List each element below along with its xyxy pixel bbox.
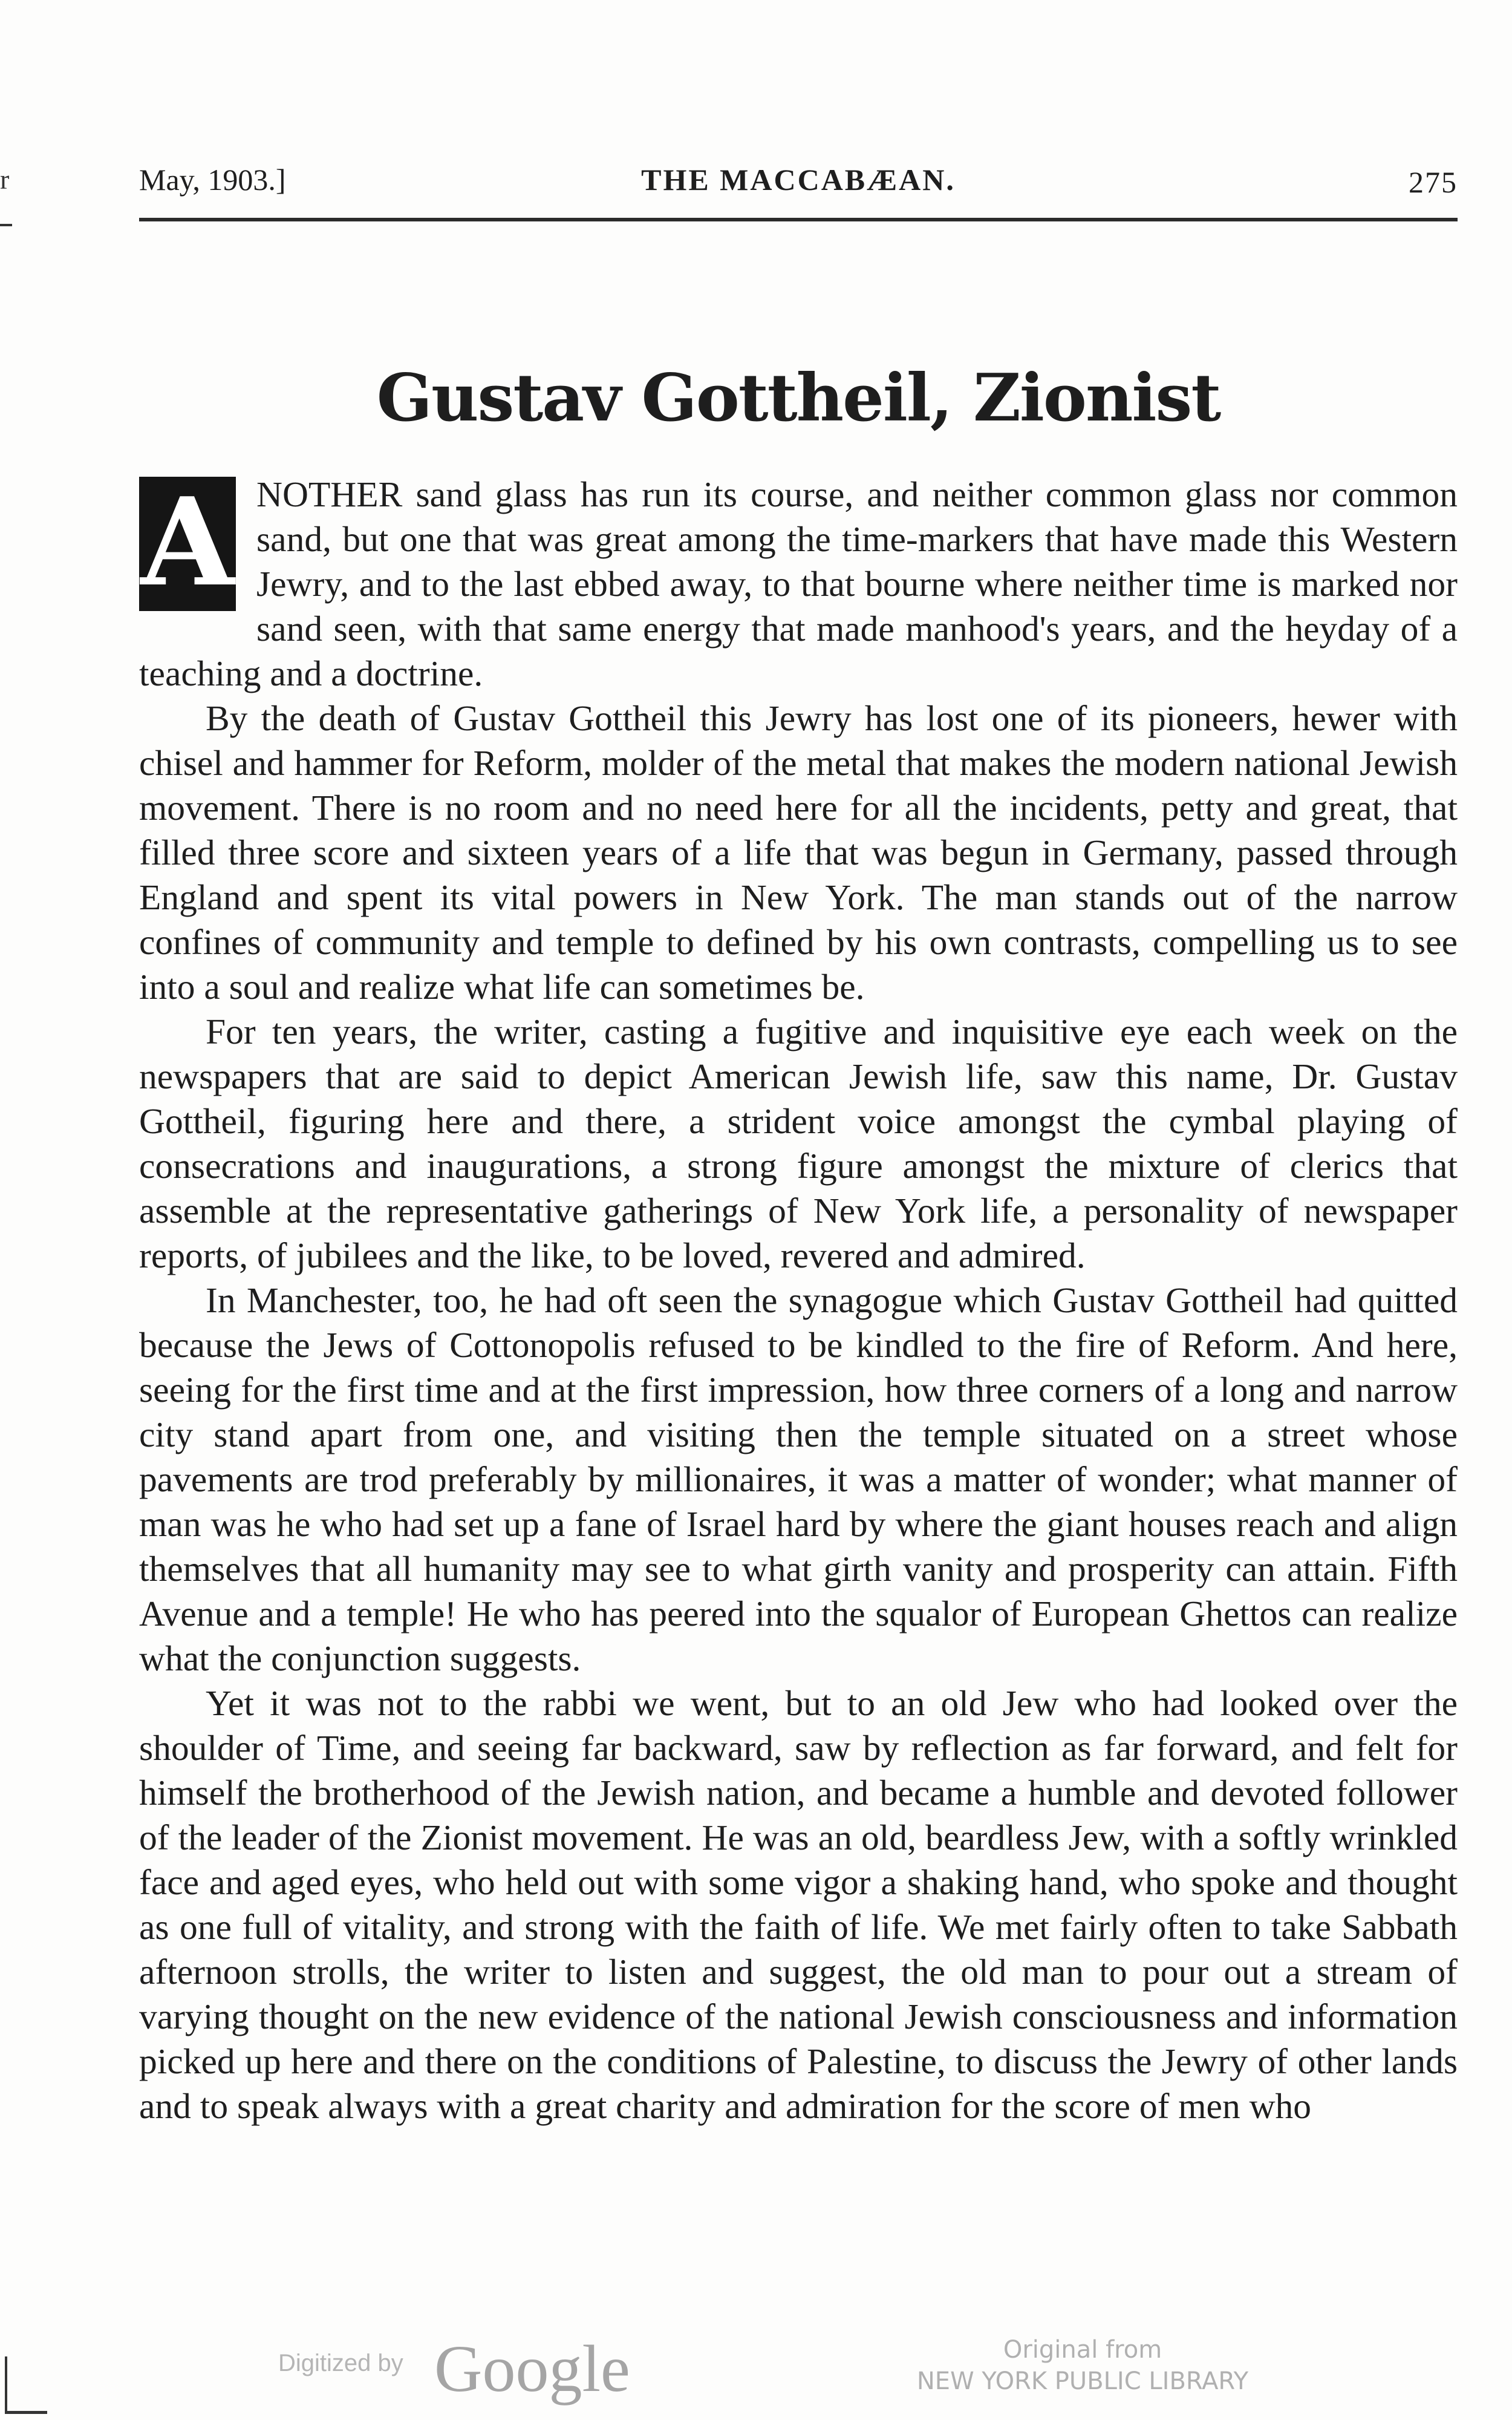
corner-mark xyxy=(5,2356,7,2411)
article-title: Gustav Gottheil, Zionist xyxy=(376,360,1220,436)
source-attribution xyxy=(895,2334,1270,2397)
paragraph: For ten years, the writer, casting a fugitive and inquisitive eye each week on the newspapers that are said to depict American Jewish life, saw this name, Dr. Gustav Gottheil, figuring here and there, a strident voice amongst the cymbal playing of consecrations and inaugurations, a strong figure amongst the mixture of clerics that assemble at the representative gatherings of New York life, a personality of newspaper reports, of jubilees and the like, to be loved, revered and admired. xyxy=(139,1012,1458,1275)
margin-mark: r xyxy=(0,164,10,195)
header-rule xyxy=(139,218,1458,221)
corner-mark-base xyxy=(5,2411,47,2414)
original-from-label: Original from xyxy=(1003,2336,1162,2364)
paragraph: In Manchester, too, he had oft seen the synagogue which Gustav Gottheil had quitted because the Jews of Cottonopolis refused to be kindled to the fire of Reform. And here, seeing for the first time and at the first impression, how three corners of a long and narrow city stand apart from one, and visiting then the temple situated on a street whose pavements are trod preferably by millionaires, it was a matter of wonder; what manner of man was he who had set up a fane of Israel hard by where the giant houses reach and align themselves that all humanity may see to what girth vanity and prosperity can attain. Fifth Avenue and a temple! He who has peered into the squalor of European Ghettos can realize what the conjunction suggests. xyxy=(139,1280,1458,1678)
digitized-by-label: Digitized by xyxy=(278,2350,403,2376)
drop-cap-letter: A xyxy=(140,477,235,611)
paragraph-text: sand glass has run its course, and neither common glass nor common sand, but one that was great among the time-markers that have made this Western Jewry, and to the last ebbed away, to that bourne where neither time is marked nor sand seen, with that same energy that made manhood's years, and the heyday of a teaching and a doctrine. xyxy=(139,474,1458,693)
paragraph xyxy=(139,472,1458,696)
library-name: NEW YORK PUBLIC LIBRARY xyxy=(916,2367,1249,2395)
scan-footer xyxy=(0,2332,1512,2420)
journal-title: THE MACCABÆAN. xyxy=(641,163,956,197)
paragraph: By the death of Gustav Gottheil this Jewry has lost one of its pioneers, hewer with chisel and hammer for Reform, molder of the metal that makes the modern national Jewish movement. There is no room and no need here for all the incidents, petty and great, that filled three score and sixteen years of a life that was begun in Germany, passed through England and spent its vital powers in New York. The man stands out of the narrow confines of community and temple to defined by his own contrasts, compelling us to see into a soul and realize what life can sometimes be. xyxy=(139,698,1458,1007)
running-head xyxy=(139,162,1458,214)
first-word: NOTHER xyxy=(256,474,403,514)
paragraph: Yet it was not to the rabbi we went, but to an old Jew who had looked over the shoulder of Time, and seeing far backward, saw by reflection as far forward, and felt for himself the brotherhood of the Jewish nation, and became a humble and devoted follower of the leader of the Zionist movement. He was an old, beardless Jew, with a softly wrinkled face and aged eyes, who held out with some vigor a shaking hand, who spoke and thought as one full of vitality, and strong with the faith of life. We met fairly often to take Sabbath afternoon strolls, the writer to listen and suggest, the old man to pour out a stream of varying thought on the new evidence of the national Jewish consciousness and information picked up here and there on the conditions of Palestine, to discuss the Jewry of other lands and to speak always with a great charity and admiration for the score of men who xyxy=(139,1683,1458,2126)
margin-tick xyxy=(0,224,12,226)
article-body xyxy=(139,472,1458,2128)
issue-date: May, 1903.] xyxy=(139,163,286,197)
page-number: 275 xyxy=(1409,165,1458,199)
drop-cap xyxy=(139,477,236,611)
google-logo: Google xyxy=(434,2332,630,2405)
